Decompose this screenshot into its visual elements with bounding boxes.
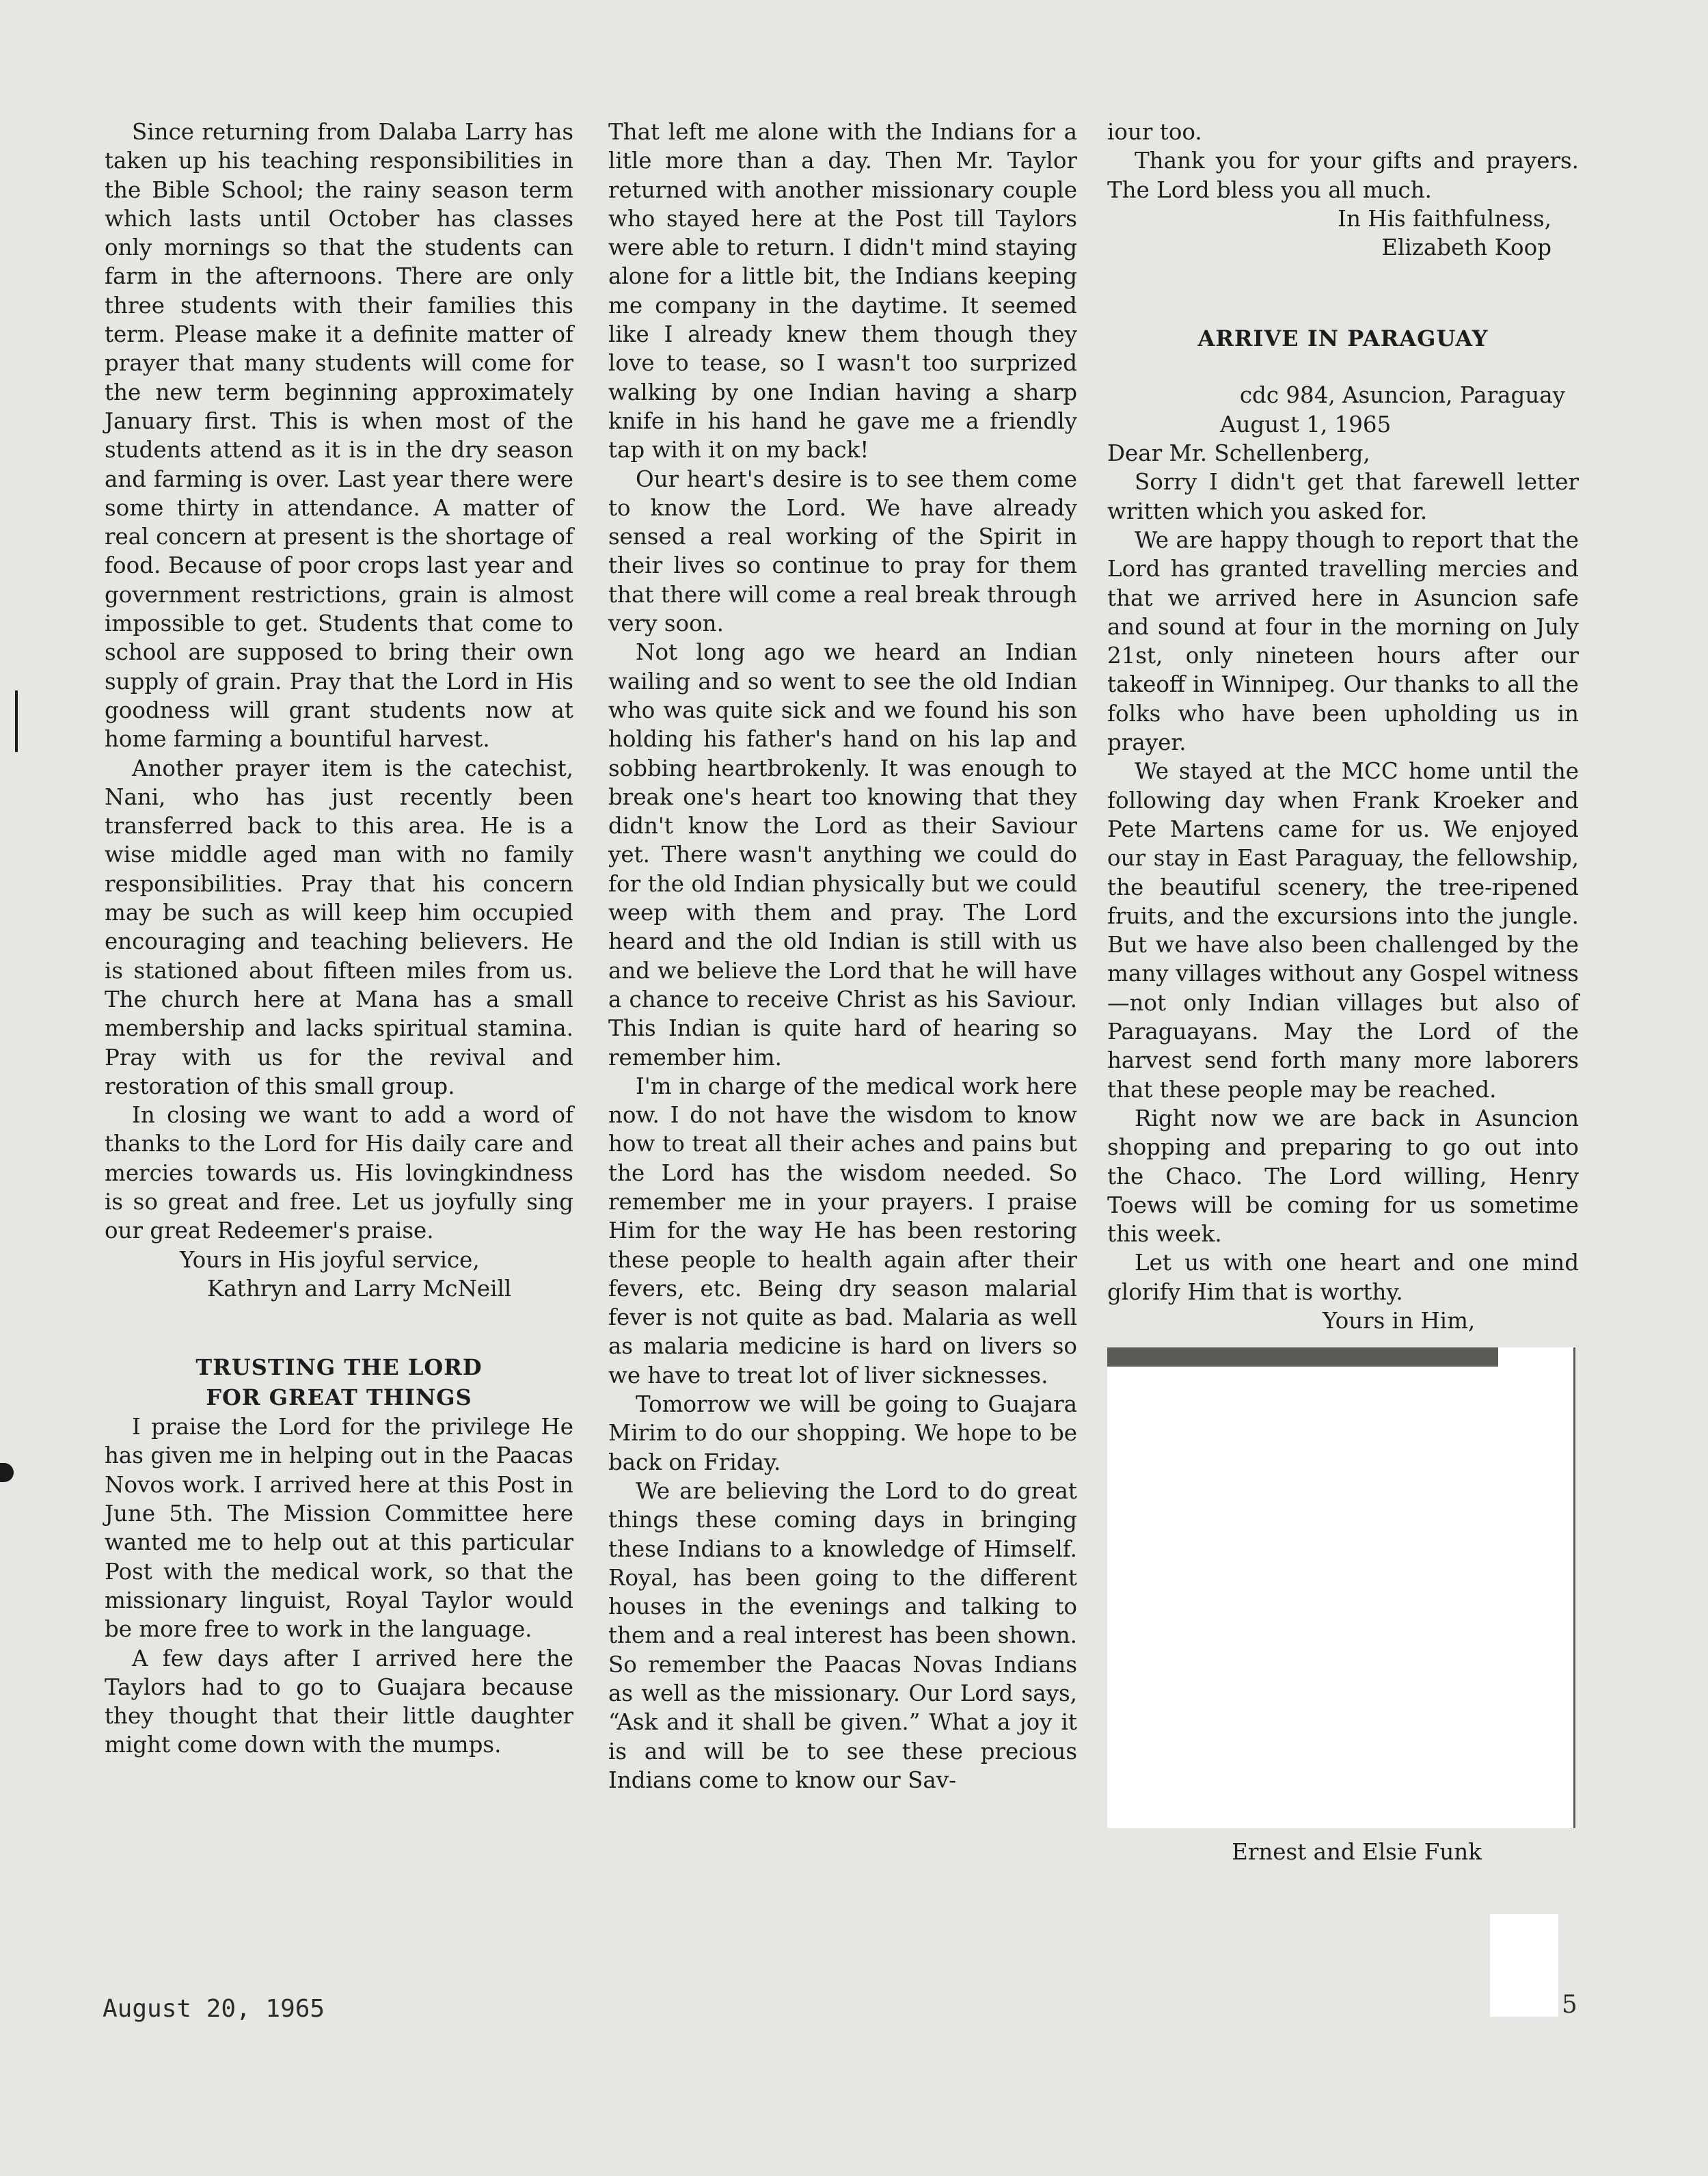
letter-date: August 1, 1965 xyxy=(1220,411,1392,438)
column-right xyxy=(1107,118,1579,1867)
photo-caption: Ernest and Elsie Funk xyxy=(1232,1839,1482,1866)
koop-paragraph-end: iour too. xyxy=(1107,119,1202,145)
koop-paragraph-9: Thank you for your gifts and prayers. The Lord bless you all much. xyxy=(1107,148,1579,203)
koop-paragraph-1: I praise the Lord for the privilege He has given me in helping out in the Paacas Novos work. I arrived here at this Post in June 5th. The Mission Committee here wanted me to help out at this particular Post with the medical work, so that the missionary linguist, Royal Taylor would be more free to work in the language. xyxy=(105,1414,573,1643)
letter-address: cdc 984, Asuncion, Paraguay xyxy=(1239,382,1565,409)
margin-mark xyxy=(15,690,18,752)
koop-paragraph-2: A few days after I arrived here the Taylors had to go to Guajara because they thought that their little daughter might come down with the mumps. xyxy=(105,1645,573,1758)
koop-paragraph-5: Not long ago we heard an Indian wailing and so went to see the old Indian who was quite sick and we found his son holding his father's hand on his lap and sobbing heartbrokenly. It was enough to break one's heart too knowing that they didn't know the Lord as their Saviour yet. There wasn't anything we could do for the old Indian physically but we could weep with them and pray. The Lord heard and the old Indian is still with us and we believe the Lord that he will have a chance to receive Christ as his Saviour. This Indian is quite hard of hearing so remember him. xyxy=(608,639,1077,1071)
mcneill-paragraph-3: In closing we want to add a word of thanks to the Lord for His daily care and mercies towards us. His lovingkindness is so great and free. Let us joyfully sing our great Redeemer's praise. xyxy=(105,1102,573,1244)
article-heading-trusting: TRUSTING THE LORD xyxy=(195,1354,483,1381)
koop-paragraph-3: That left me alone with the Indians for a litle more than a day. Then Mr. Taylor returned with another missionary couple who stayed here at the Post till Taylors were able to return. I didn't mind staying alone for a little bit, the Indians keeping me company in the daytime. It seemed like I already knew them though they love to tease, so I wasn't too surprized walking by one Indian having a sharp knife in his hand he gave me a friendly tap with it on my back! xyxy=(608,119,1077,464)
funk-photo xyxy=(1107,1347,1575,1828)
page-number: 5 xyxy=(1562,1991,1577,2019)
funk-paragraph-2: We are happy though to report that the Lord has granted travelling mercies and that we arrived here in Asuncion safe and sound at four in the morning on July 21st, only nineteen hours after our takeoff in Winnipeg. Our thanks to all the folks who have been upholding us in prayer. xyxy=(1107,526,1579,756)
column-middle xyxy=(608,118,1077,1795)
article-heading-paraguay: ARRIVE IN PARAGUAY xyxy=(1197,325,1489,352)
binding-hole-mark xyxy=(0,1463,14,1482)
koop-paragraph-8: We are believing the Lord to do great things these coming days in bringing these Indians to a knowledge of Himself. Royal, has been going to the different houses in the evenings and talking to them and a real interest has been shown. So remember the Paacas Novas Indians as well as the missionary. Our Lord says, “Ask and it shall be given.” What a joy it is and will be to see these precious Indians come to know our Sav- xyxy=(608,1477,1077,1793)
funk-paragraph-5: Let us with one heart and one mind glorify Him that is worthy. xyxy=(1107,1250,1579,1305)
column-left xyxy=(105,118,573,1760)
koop-paragraph-6: I'm in charge of the medical work here now. I do not have the wisdom to know how to treat all their aches and pains but the Lord has the wisdom needed. So remember me in your prayers. I praise Him for the way He has been restoring these people to health again after their fevers, etc. Being dry season malarial fever is not quite as bad. Malaria as well as malaria medicine is hard on livers so we have to treat lot of liver sicknesses. xyxy=(608,1073,1077,1388)
photo-redacted-area xyxy=(1107,1367,1498,1828)
koop-paragraph-7: Tomorrow we will be going to Guajara Mirim to do our shopping. We hope to be back on Friday. xyxy=(608,1391,1077,1475)
funk-paragraph-1: Sorry I didn't get that farewell letter written which you asked for. xyxy=(1107,469,1579,524)
mcneill-paragraph-1: Since returning from Dalaba Larry has taken up his teaching responsibilities in the Bible School; the rainy season term which lasts until October has classes only mornings so that the students can farm in the afternoons. There are only three students with their families this term. Please make it a definite matter of prayer that many students will come for the new term beginning approximately January first. This is when most of the students attend as it is in the dry season and farming is over. Last year there were some thirty in attendance. A matter of real concern at present is the shortage of food. Because of poor crops last year and government restrictions, grain is almost impossible to get. Students that come to school are supposed to bring their own supply of grain. Pray that the Lord in His goodness will grant students now at home farming a bountiful harvest. xyxy=(105,119,573,753)
photo-redacted-strip xyxy=(1498,1347,1573,1828)
article-heading-trusting-line2: FOR GREAT THINGS xyxy=(206,1384,472,1411)
koop-paragraph-4: Our heart's desire is to see them come to know the Lord. We have already sensed a real working of the Spirit in their lives so continue to pray for them that there will come a real break through very soon. xyxy=(608,466,1077,637)
mcneill-signature: Kathryn and Larry McNeill xyxy=(207,1275,512,1302)
funk-paragraph-4: Right now we are back in Asuncion shopping and preparing to go out into the Chaco. The Lord willing, Henry Toews will be coming for us sometime this week. xyxy=(1107,1105,1579,1248)
koop-signature: Elizabeth Koop xyxy=(1381,234,1551,261)
koop-closing: In His faithfulness, xyxy=(1338,205,1551,232)
mcneill-paragraph-2: Another prayer item is the catechist, Nani, who has just recently been transferred back to this area. He is a wise middle aged man with no family responsibilities. Pray that his concern may be such as will keep him occupied encouraging and teaching believers. He is stationed about fifteen miles from us. The church here at Mana has a small membership and lacks spiritual stamina. Pray with us for the revival and restoration of this small group. xyxy=(105,755,573,1099)
funk-closing: Yours in Him, xyxy=(1323,1307,1476,1334)
mcneill-closing: Yours in His joyful service, xyxy=(180,1246,480,1273)
issue-date: August 20, 1965 xyxy=(103,1995,325,2023)
funk-paragraph-3: We stayed at the MCC home until the following day when Frank Kroeker and Pete Martens came for us. We enjoyed our stay in East Paraguay, the fellowship, the beautiful scenery, the tree-ripened fruits, and the excursions into the jungle. But we have also been challenged by the many villages without any Gospel witness—not only Indian villages but also of Paraguayans. May the Lord of the harvest send forth many more laborers that these people may be reached. xyxy=(1107,758,1579,1103)
letter-salutation: Dear Mr. Schellenberg, xyxy=(1107,440,1370,467)
redacted-block xyxy=(1490,1914,1558,2017)
